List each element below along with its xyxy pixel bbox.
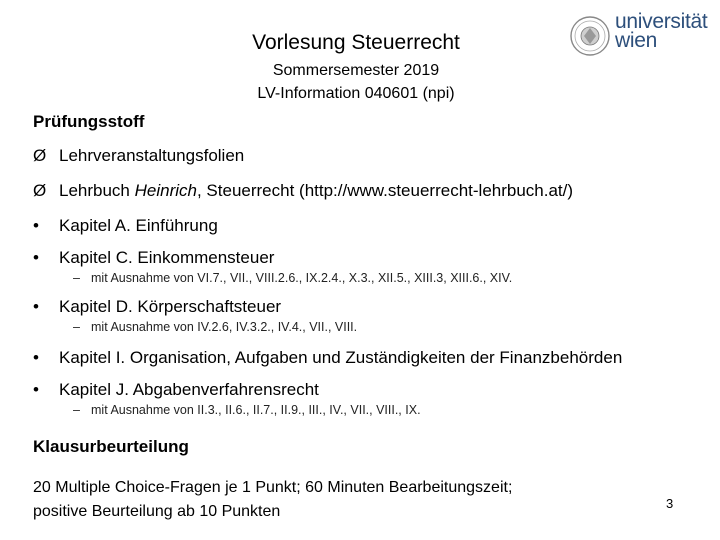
logo-line-2: wien — [615, 29, 657, 52]
list-item-lehrbuch — [33, 181, 573, 201]
sub-item-kapitel-d — [73, 320, 357, 334]
klausur-description — [33, 476, 512, 524]
item-text: Kapitel I. Organisation, Aufgaben und Zuständigkeiten der Finanzbehörden — [59, 348, 623, 367]
item-text-prefix: Lehrbuch — [59, 181, 135, 200]
sub-item-kapitel-j — [73, 403, 421, 417]
list-item-kapitel-a — [33, 216, 218, 236]
item-text-suffix: , Steuerrecht (http://www.steuerrecht-lehrbuch.at/) — [196, 181, 574, 200]
item-text: Kapitel C. Einkommensteuer — [59, 248, 275, 267]
item-text: Kapitel D. Körperschaftsteuer — [59, 297, 282, 316]
section-heading-pruefungsstoff: Prüfungsstoff — [33, 112, 145, 131]
dash-icon: – — [73, 403, 80, 417]
item-text: Lehrveranstaltungsfolien — [59, 146, 245, 165]
item-text: Kapitel A. Einführung — [59, 216, 218, 235]
sub-item-kapitel-c — [73, 271, 512, 285]
lv-info-subtitle: LV-Information 040601 (npi) — [257, 85, 455, 102]
dash-icon: – — [73, 271, 80, 285]
arrow-bullet-icon: Ø — [33, 146, 47, 165]
section-heading-klausur: Klausurbeurteilung — [33, 437, 189, 456]
bullet-icon: • — [33, 216, 39, 235]
item-author: Heinrich — [134, 181, 197, 200]
list-item-folien — [33, 146, 244, 166]
arrow-bullet-icon: Ø — [33, 181, 47, 200]
semester-subtitle: Sommersemester 2019 — [272, 62, 440, 79]
bullet-icon: • — [33, 297, 39, 316]
logo-line-1: universität — [615, 10, 708, 33]
bullet-icon: • — [33, 348, 39, 367]
list-item-kapitel-c — [33, 248, 274, 268]
klausur-line-2: positive Beurteilung ab 10 Punkten — [33, 503, 281, 520]
list-item-kapitel-d — [33, 297, 281, 317]
page-number: 3 — [666, 496, 674, 511]
sub-item-text: mit Ausnahme von II.3., II.6., II.7., II.9., III., IV., VII., VIII., IX. — [91, 403, 421, 417]
list-item-kapitel-j — [33, 380, 319, 400]
sub-item-text: mit Ausnahme von VI.7., VII., VIII.2.6., IX.2.4., X.3., XII.5., XIII.3, XIII.6., XIV. — [91, 271, 513, 285]
list-item-kapitel-i — [33, 348, 622, 368]
item-text: Kapitel J. Abgabenverfahrensrecht — [59, 380, 319, 399]
bullet-icon: • — [33, 248, 39, 267]
page-title: Vorlesung Steuerrecht — [252, 31, 460, 54]
bullet-icon: • — [33, 380, 39, 399]
dash-icon: – — [73, 320, 80, 334]
sub-item-text: mit Ausnahme von IV.2.6, IV.3.2., IV.4., VII., VIII. — [91, 320, 358, 334]
klausur-line-1: 20 Multiple Choice-Fragen je 1 Punkt; 60 Minuten Bearbeitungszeit; — [33, 479, 513, 496]
